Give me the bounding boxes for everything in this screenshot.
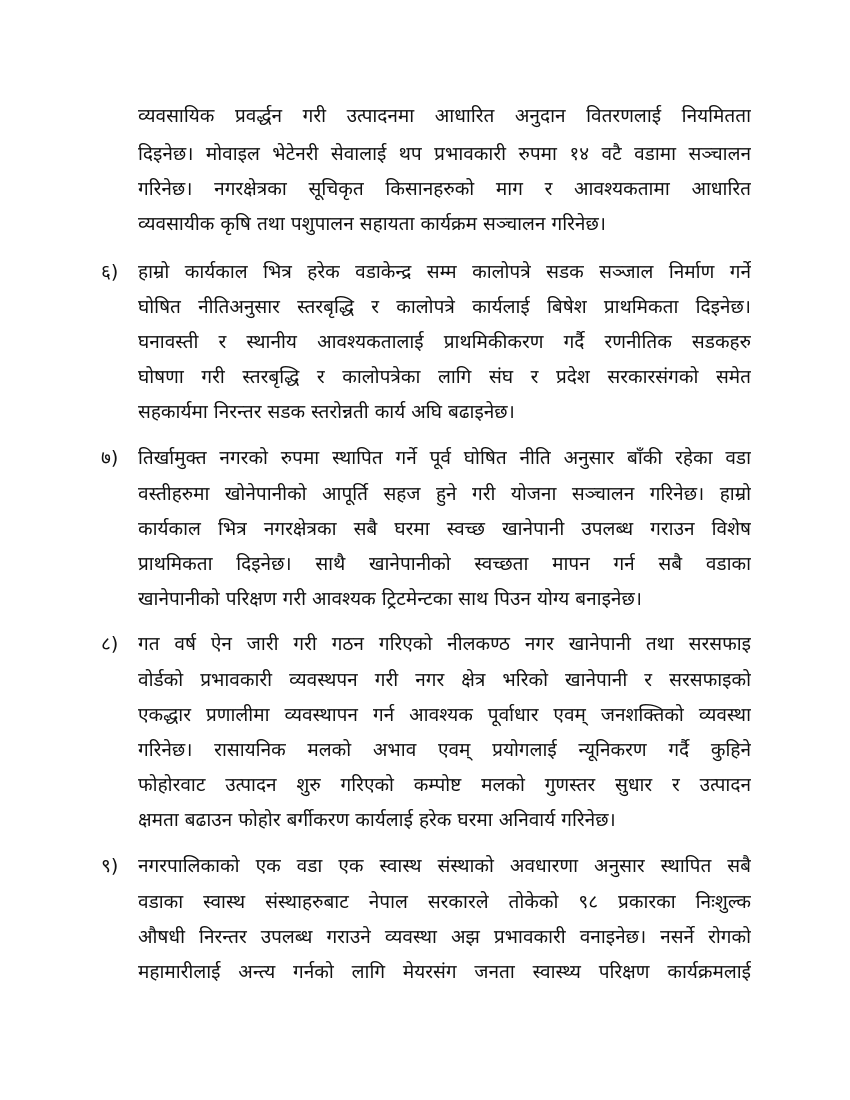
paragraph-line: महामारीलाई अन्त्य गर्नको लागि मेयरसंग जनता स्वास्थ्य परिक्षण कार्यक्रमलाई	[138, 961, 751, 983]
paragraph-line: प्राथमिकता दिइनेछ। साथै खानेपानीको स्वच्छता मापन गर्न सबै वडाका	[138, 553, 751, 575]
paragraph-line: फोहोरवाट उत्पादन शुरु गरिएको कम्पोष्ट मलको गुणस्तर सुधार र उत्पादन	[138, 774, 751, 796]
paragraph-line: घनावस्ती र स्थानीय आवश्यकतालाई प्राथमिकीकरण गर्दै रणनीतिक सडकहरु	[138, 331, 751, 353]
paragraph-line: नगरपालिकाको एक वडा एक स्वास्थ संस्थाको अवधारणा अनुसार स्थापित सबै	[138, 855, 751, 877]
paragraph-line: हाम्रो कार्यकाल भित्र हरेक वडाकेन्द्र सम्म कालोपत्रे सडक सञ्जाल निर्माण गर्ने	[138, 261, 751, 283]
paragraph-line: औषधी निरन्तर उपलब्ध गराउने व्यवस्था अझ प्रभावकारी वनाइनेछ। नसर्ने रोगको	[138, 926, 751, 948]
paragraph-line: क्षमता बढाउन फोहोर बर्गीकरण कार्यलाई हरेक घरमा अनिवार्य गरिनेछ।	[138, 809, 616, 831]
item-number: ८)	[101, 633, 119, 655]
paragraph-line: घोषित नीतिअनुसार स्तरबृद्धि र कालोपत्रे कार्यलाई बिषेश प्राथमिकता दिइनेछ।	[138, 296, 751, 318]
paragraph-line: वस्तीहरुमा खोनेपानीको आपूर्ति सहज हुने गरी योजना सञ्चालन गरिनेछ। हाम्रो	[138, 483, 751, 505]
paragraph-line: सहकार्यमा निरन्तर सडक स्तरोन्नती कार्य अघि बढाइनेछ।	[138, 401, 515, 423]
paragraph-line: दिइनेछ। मोवाइल भेटेनरी सेवालाई थप प्रभावकारी रुपमा १४ वटै वडामा सञ्चालन	[138, 143, 751, 165]
paragraph-line: खानेपानीको परिक्षण गरी आवश्यक ट्रिटमेन्टका साथ पिउन योग्य बनाइनेछ।	[138, 588, 642, 610]
paragraph-line: वोर्डको प्रभावकारी व्यवस्थपन गरी नगर क्षेत्र भरिको खानेपानी र सरसफाइको	[138, 669, 751, 691]
item-number: ९)	[101, 855, 119, 877]
item-number: ६)	[101, 261, 119, 283]
item-number: ७)	[101, 447, 119, 469]
paragraph-line: वडाका स्वास्थ संस्थाहरुबाट नेपाल सरकारले तोकेको ९८ प्रकारका निःशुल्क	[138, 891, 751, 913]
paragraph-line: घोषणा गरी स्तरबृद्धि र कालोपत्रेका लागि संघ र प्रदेश सरकारसंगको समेत	[138, 366, 751, 388]
paragraph-line: तिर्खामुक्त नगरको रुपमा स्थापित गर्ने पूर्व घोषित नीति अनुसार बाँकी रहेका वडा	[138, 447, 751, 469]
paragraph-line: गत वर्ष ऐन जारी गरी गठन गरिएको नीलकण्ठ नगर खानेपानी तथा सरसफाइ	[138, 633, 751, 655]
paragraph-line: गरिनेछ। नगरक्षेत्रका सूचिकृत किसानहरुको माग र आवश्यकतामा आधारित	[138, 178, 751, 200]
paragraph-line: कार्यकाल भित्र नगरक्षेत्रका सबै घरमा स्वच्छ खानेपानी उपलब्ध गराउन विशेष	[138, 518, 751, 540]
paragraph-line: व्यवसायिक प्रवर्द्धन गरी उत्पादनमा आधारित अनुदान वितरणलाई नियमितता	[138, 105, 751, 127]
paragraph-line: एकद्धार प्रणालीमा व्यवस्थापन गर्न आवश्यक पूर्वाधार एवम् जनशक्तिको व्यवस्था	[138, 704, 751, 726]
paragraph-line: व्यवसायीक कृषि तथा पशुपालन सहायता कार्यक्रम सञ्चालन गरिनेछ।	[138, 213, 606, 235]
paragraph-line: गरिनेछ। रासायनिक मलको अभाव एवम् प्रयोगलाई न्यूनिकरण गर्दै कुहिने	[138, 739, 751, 761]
